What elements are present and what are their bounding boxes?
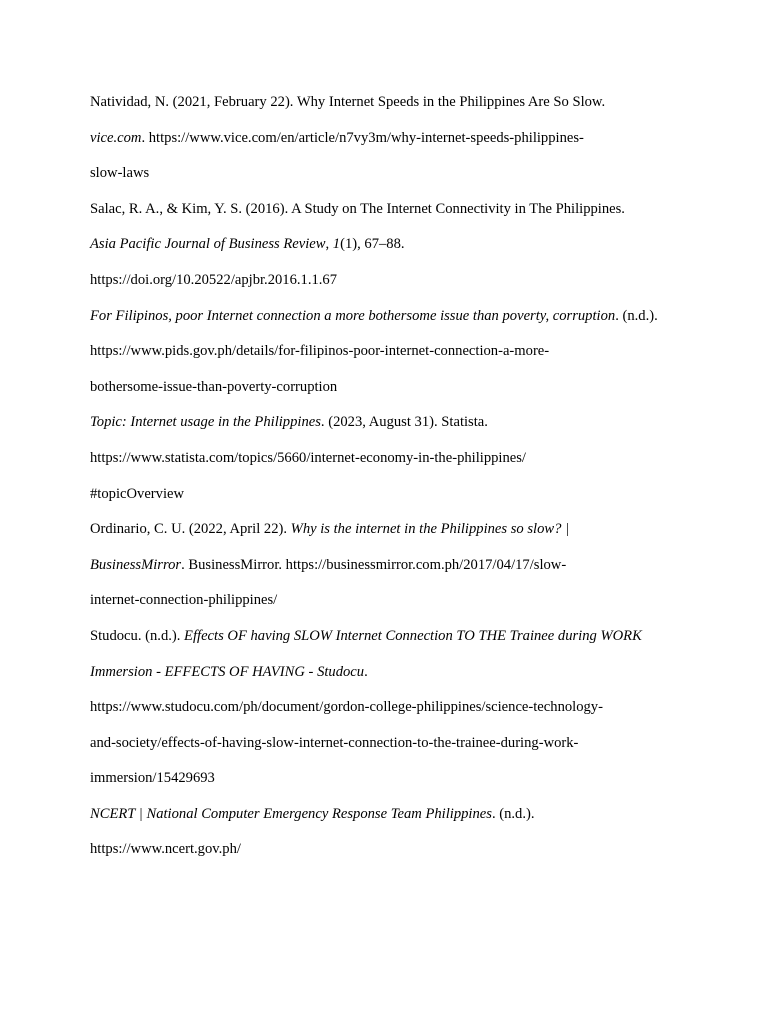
reference-line bbox=[90, 619, 690, 655]
reference-text: internet-connection-philippines/ bbox=[90, 592, 278, 609]
reference-line bbox=[90, 690, 690, 726]
reference-text: . BusinessMirror. https://businessmirror.com.ph/2017/04/17/slow- bbox=[181, 556, 567, 573]
reference-entry bbox=[90, 299, 690, 406]
reference-entry bbox=[90, 512, 690, 619]
reference-line bbox=[90, 334, 690, 370]
reference-text: , bbox=[325, 236, 333, 253]
italic-text: vice.com bbox=[90, 129, 142, 146]
reference-text: . (2023, August 31). Statista. bbox=[320, 414, 488, 431]
reference-text: . bbox=[364, 663, 368, 680]
reference-entry bbox=[90, 797, 690, 868]
italic-text: Immersion - EFFECTS OF HAVING - Studocu bbox=[90, 663, 365, 680]
reference-text: Natividad, N. (2021, February 22). Why Internet Speeds in the Philippines Are So Slow. bbox=[90, 94, 606, 110]
reference-text: bothersome-issue-than-poverty-corruption bbox=[90, 378, 338, 395]
reference-line bbox=[90, 761, 690, 797]
reference-text: https://www.pids.gov.ph/details/for-filipinos-poor-internet-connection-a-more- bbox=[90, 343, 550, 360]
reference-text: https://www.ncert.gov.ph/ bbox=[90, 841, 241, 858]
reference-text: and-society/effects-of-having-slow-internet-connection-to-the-trainee-during-work- bbox=[90, 734, 579, 751]
reference-text: Studocu. (n.d.). bbox=[90, 627, 185, 644]
reference-text: https://www.statista.com/topics/5660/internet-economy-in-the-philippines/ bbox=[90, 449, 526, 466]
reference-entry bbox=[90, 405, 690, 512]
reference-text: immersion/15429693 bbox=[90, 770, 215, 787]
reference-text: slow-laws bbox=[90, 165, 150, 182]
italic-text: For Filipinos, poor Internet connection a more bothersome issue than poverty, corruption bbox=[90, 307, 616, 324]
reference-entry bbox=[90, 85, 690, 192]
reference-line bbox=[90, 85, 690, 121]
reference-line bbox=[90, 263, 690, 299]
italic-text: Topic: Internet usage in the Philippines bbox=[90, 414, 321, 431]
reference-line bbox=[90, 405, 690, 441]
reference-line bbox=[90, 832, 690, 868]
reference-text: #topicOverview bbox=[90, 485, 185, 502]
reference-line bbox=[90, 227, 690, 263]
reference-text: https://www.studocu.com/ph/document/gordon-college-philippines/science-technology- bbox=[90, 699, 603, 716]
reference-line bbox=[90, 477, 690, 513]
reference-line bbox=[90, 156, 690, 192]
reference-line bbox=[90, 192, 690, 228]
italic-text: BusinessMirror bbox=[90, 556, 182, 573]
italic-text: Effects OF having SLOW Internet Connection TO THE Trainee during WORK bbox=[184, 627, 642, 644]
reference-entry bbox=[90, 192, 690, 299]
reference-text: Salac, R. A., & Kim, Y. S. (2016). A Study on The Internet Connectivity in The Philippines. bbox=[90, 200, 625, 217]
reference-text: . (n.d.). bbox=[615, 307, 658, 324]
reference-entry bbox=[90, 619, 690, 797]
reference-line bbox=[90, 797, 690, 833]
reference-text: Ordinario, C. U. (2022, April 22). bbox=[90, 521, 291, 538]
reference-line bbox=[90, 548, 690, 584]
reference-line bbox=[90, 512, 690, 548]
reference-text: . https://www.vice.com/en/article/n7vy3m/why-internet-speeds-philippines- bbox=[141, 129, 584, 146]
reference-line bbox=[90, 726, 690, 762]
reference-line bbox=[90, 441, 690, 477]
reference-line bbox=[90, 655, 690, 691]
italic-text: Why is the internet in the Philippines so slow? | bbox=[290, 521, 570, 538]
reference-text: (1), 67–88. bbox=[340, 236, 405, 253]
italic-text: Asia Pacific Journal of Business Review bbox=[90, 236, 326, 253]
reference-list bbox=[90, 85, 690, 868]
reference-line bbox=[90, 370, 690, 406]
reference-line bbox=[90, 583, 690, 619]
reference-text: https://doi.org/10.20522/apjbr.2016.1.1.67 bbox=[90, 271, 338, 288]
reference-line bbox=[90, 299, 690, 335]
italic-text: NCERT | National Computer Emergency Response Team Philippines bbox=[90, 805, 492, 822]
reference-line bbox=[90, 121, 690, 157]
italic-text: 1 bbox=[332, 236, 341, 253]
reference-text: . (n.d.). bbox=[491, 805, 535, 822]
